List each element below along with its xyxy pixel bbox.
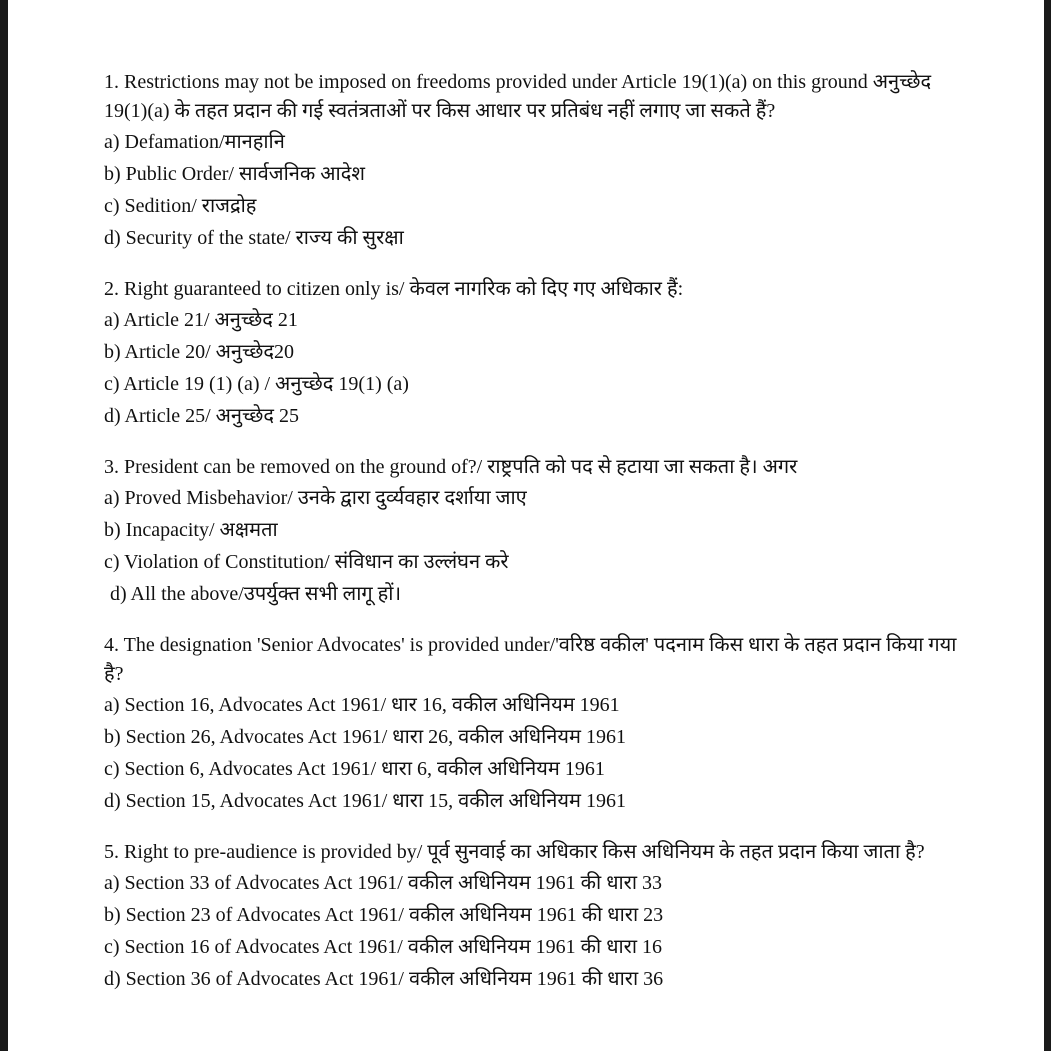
option-b: b) Public Order/ सार्वजनिक आदेश	[104, 163, 365, 185]
question-4	[8, 631, 1044, 817]
question-2	[8, 275, 1044, 432]
option-d: d) All the above/उपर्युक्त सभी लागू हों।	[110, 583, 402, 605]
question-text: 4. The designation 'Senior Advocates' is provided under/'वरिष्ठ वकील' पदनाम किस धारा के तहत प्रदान किया गया है?	[104, 634, 957, 685]
option-d: d) Section 36 of Advocates Act 1961/ वकील अधिनियम 1961 की धारा 36	[104, 968, 664, 990]
question-text: 2. Right guaranteed to citizen only is/ केवल नागरिक को दिए गए अधिकार हैं:	[104, 278, 684, 300]
question-1	[8, 68, 1044, 254]
question-3	[8, 453, 1044, 610]
option-c: c) Sedition/ राजद्रोह	[104, 195, 257, 217]
option-a: a) Defamation/मानहानि	[104, 131, 285, 153]
option-a: a) Proved Misbehavior/ उनके द्वारा दुर्व्यवहार दर्शाया जाए	[104, 487, 527, 509]
option-b: b) Article 20/ अनुच्छेद20	[104, 341, 295, 363]
option-a: a) Section 16, Advocates Act 1961/ धार 16, वकील अधिनियम 1961	[104, 694, 620, 716]
question-text: 1. Restrictions may not be imposed on freedoms provided under Article 19(1)(a) on this ground अनुच्छेद 19(1)(a) के तहत प्रदान की गई स्वतंत्रताओं पर किस आधार पर प्रतिबंध नहीं लगाए जा सकते हैं?	[104, 71, 932, 122]
question-text: 5. Right to pre-audience is provided by/ पूर्व सुनवाई का अधिकार किस अधिनियम के तहत प्रदान किया जाता है?	[104, 841, 925, 863]
option-b: b) Section 23 of Advocates Act 1961/ वकील अधिनियम 1961 की धारा 23	[104, 904, 664, 926]
document-page	[8, 0, 1044, 1051]
option-c: c) Article 19 (1) (a) / अनुच्छेद 19(1) (a)	[104, 373, 409, 395]
option-a: a) Article 21/ अनुच्छेद 21	[104, 309, 298, 331]
option-c: c) Section 6, Advocates Act 1961/ धारा 6, वकील अधिनियम 1961	[104, 758, 605, 780]
question-5	[8, 838, 1044, 995]
option-d: d) Article 25/ अनुच्छेद 25	[104, 405, 300, 427]
option-c: c) Violation of Constitution/ संविधान का उल्लंघन करे	[104, 551, 509, 573]
option-d: d) Section 15, Advocates Act 1961/ धारा 15, वकील अधिनियम 1961	[104, 790, 626, 812]
option-b: b) Incapacity/ अक्षमता	[104, 519, 278, 541]
option-d: d) Security of the state/ राज्य की सुरक्षा	[104, 227, 404, 249]
option-c: c) Section 16 of Advocates Act 1961/ वकील अधिनियम 1961 की धारा 16	[104, 936, 663, 958]
question-text: 3. President can be removed on the ground of?/ राष्ट्रपति को पद से हटाया जा सकता है। अगर	[104, 456, 798, 478]
option-a: a) Section 33 of Advocates Act 1961/ वकील अधिनियम 1961 की धारा 33	[104, 872, 663, 894]
option-b: b) Section 26, Advocates Act 1961/ धारा 26, वकील अधिनियम 1961	[104, 726, 626, 748]
